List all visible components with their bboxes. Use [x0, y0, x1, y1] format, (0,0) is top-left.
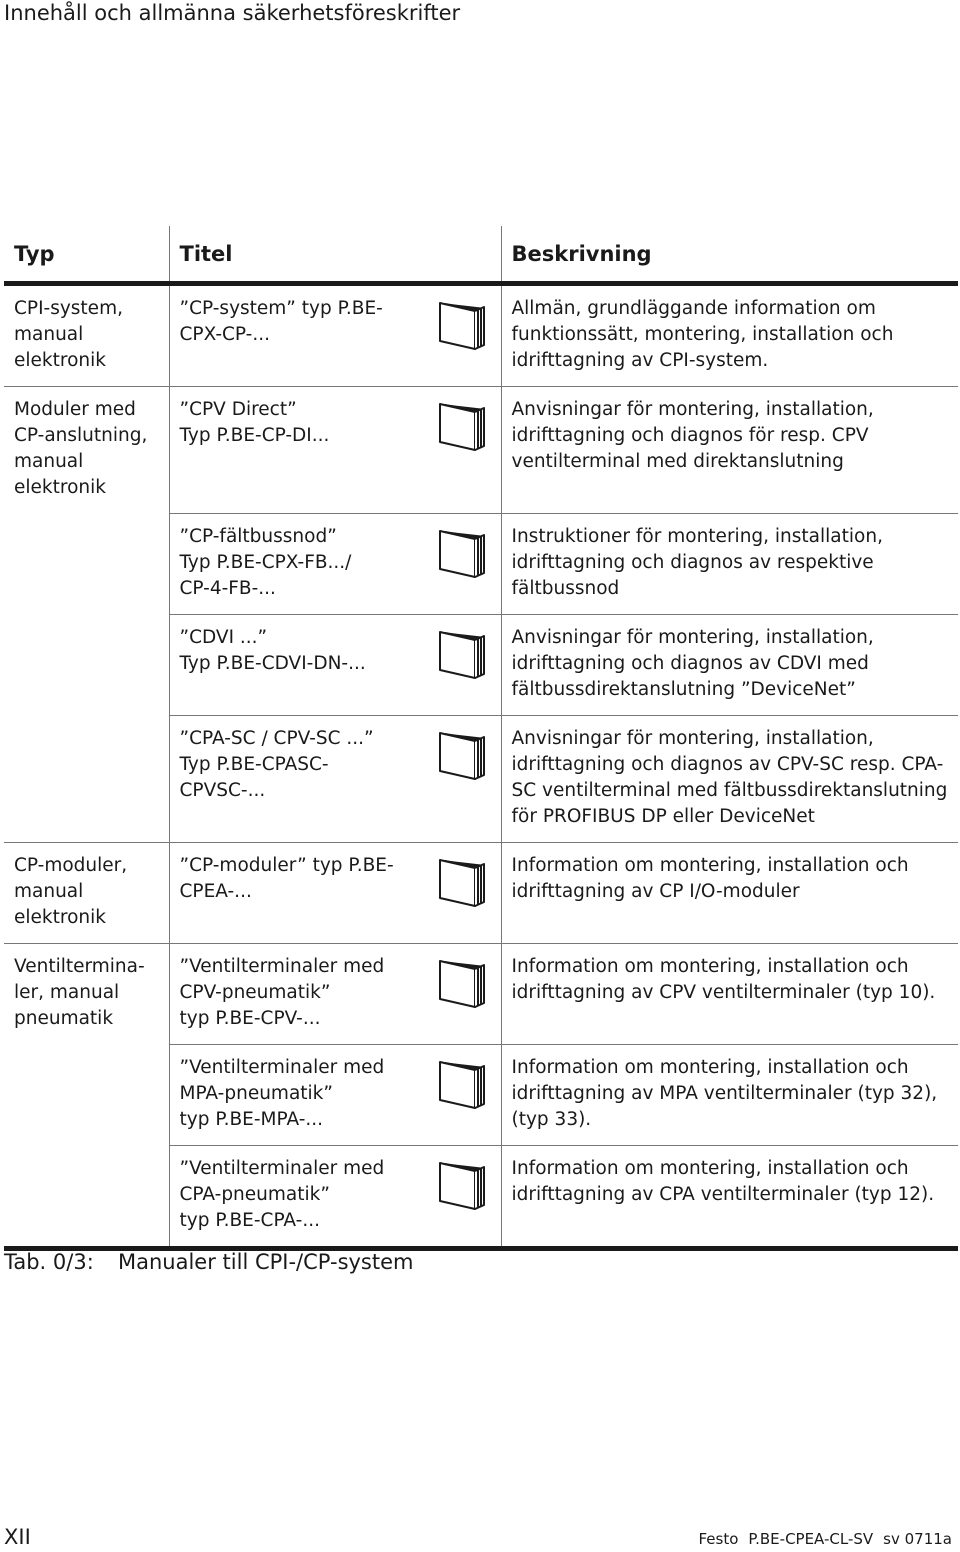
cell-description: Information om montering, installation och idrifttagning av MPA ventilterminaler (typ 32), (typ 33). — [501, 1044, 958, 1145]
cell-description: Anvisningar för montering, installation, idrifttagning och diagnos av CPV-SC resp. CPA-SC ventilterminal med fältbussdirektanslutning för PROFIBUS DP eller DeviceNet — [501, 715, 958, 842]
manuals-table — [4, 226, 958, 1251]
header-typ: Typ — [4, 226, 169, 284]
footer-version: sv 0711a — [883, 1530, 952, 1548]
manual-book-icon — [437, 857, 487, 909]
title-text: ”Ventilterminaler med MPA-pneumatik” typ P.BE-MPA-... — [179, 1056, 385, 1130]
cell-title — [169, 387, 501, 514]
title-text: ”CP-system” typ P.BE- CPX-CP-... — [179, 298, 383, 345]
cell-title — [169, 1044, 501, 1145]
cell-type — [4, 1044, 169, 1145]
cell-title — [169, 715, 501, 842]
manual-book-icon — [437, 1059, 487, 1111]
page-number: XII — [4, 1525, 31, 1549]
table-row — [4, 715, 958, 842]
cell-type: Ventiltermina- ler, manual pneumatik — [14, 955, 145, 1029]
table-row — [4, 614, 958, 715]
cell-type — [4, 715, 169, 842]
cell-description: Information om montering, installation och idrifttagning av CP I/O-moduler — [501, 842, 958, 943]
cell-type: CP-moduler, manual elektronik — [4, 842, 169, 943]
cell-title — [169, 842, 501, 943]
manual-book-icon — [437, 300, 487, 352]
table-row — [4, 387, 958, 514]
header-beskrivning: Beskrivning — [501, 226, 958, 284]
title-text: ”CP-moduler” typ P.BE- CPEA-... — [179, 854, 394, 902]
cell-type: Moduler med CP-anslutning, manual elektronik — [14, 399, 148, 498]
table-row — [4, 842, 958, 943]
manual-book-icon — [437, 629, 487, 681]
cell-description: Anvisningar för montering, installation, idrifttagning och diagnos för resp. CPV ventilterminal med direktanslutning — [501, 387, 958, 514]
cell-description: Information om montering, installation och idrifttagning av CPV ventilterminaler (typ 10). — [501, 943, 958, 1044]
title-text: ”Ventilterminaler med CPV-pneumatik” typ P.BE-CPV-... — [179, 955, 385, 1029]
caption-text: Manualer till CPI-/CP-system — [118, 1250, 414, 1274]
cell-type — [4, 1145, 169, 1248]
table-caption — [4, 1248, 414, 1276]
footer-publisher: Festo — [698, 1530, 739, 1548]
title-text: ”Ventilterminaler med CPA-pneumatik” typ P.BE-CPA-... — [179, 1157, 385, 1231]
cell-description: Instruktioner för montering, installation, idrifttagning och diagnos av respektive fältbussnod — [501, 513, 958, 614]
cell-description: Allmän, grundläggande information om funktionssätt, montering, installation och idrifttagning av CPI-system. — [501, 284, 958, 387]
cell-type — [4, 614, 169, 715]
cell-title — [169, 513, 501, 614]
cell-type — [4, 513, 169, 614]
cell-description: Anvisningar för montering, installation, idrifttagning och diagnos av CDVI med fältbussdirektanslutning ”DeviceNet” — [501, 614, 958, 715]
table-row — [4, 1044, 958, 1145]
cell-title — [169, 943, 501, 1044]
title-text: ”CPV Direct” Typ P.BE-CP-DI... — [179, 399, 330, 446]
manual-book-icon — [437, 401, 487, 453]
header-titel: Titel — [169, 226, 501, 284]
manual-book-icon — [437, 1160, 487, 1212]
manual-book-icon — [437, 528, 487, 580]
title-text: ”CPA-SC / CPV-SC ...” Typ P.BE-CPASC- CPVSC-... — [179, 727, 374, 801]
table-header-row — [4, 226, 958, 284]
table-row — [4, 1145, 958, 1248]
caption-label: Tab. 0/3: — [4, 1250, 94, 1274]
table-row — [4, 943, 958, 1044]
table-row — [4, 284, 958, 387]
cell-description: Information om montering, installation och idrifttagning av CPA ventilterminaler (typ 12). — [501, 1145, 958, 1248]
cell-type: CPI-system, manual elektronik — [4, 284, 169, 387]
cell-title — [169, 284, 501, 387]
page-header-title: Innehåll och allmänna säkerhetsföreskrifter — [4, 1, 461, 25]
title-text: ”CP-fältbussnod” Typ P.BE-CPX-FB.../ CP-4-FB-... — [179, 525, 352, 599]
manual-book-icon — [437, 730, 487, 782]
cell-title — [169, 1145, 501, 1248]
manual-book-icon — [437, 958, 487, 1010]
cell-title — [169, 614, 501, 715]
footer-doc-info — [698, 1530, 952, 1548]
table-row — [4, 513, 958, 614]
footer-doc-id: P.BE-CPEA-CL-SV — [748, 1530, 874, 1548]
title-text: ”CDVI ...” Typ P.BE-CDVI-DN-... — [179, 626, 366, 674]
